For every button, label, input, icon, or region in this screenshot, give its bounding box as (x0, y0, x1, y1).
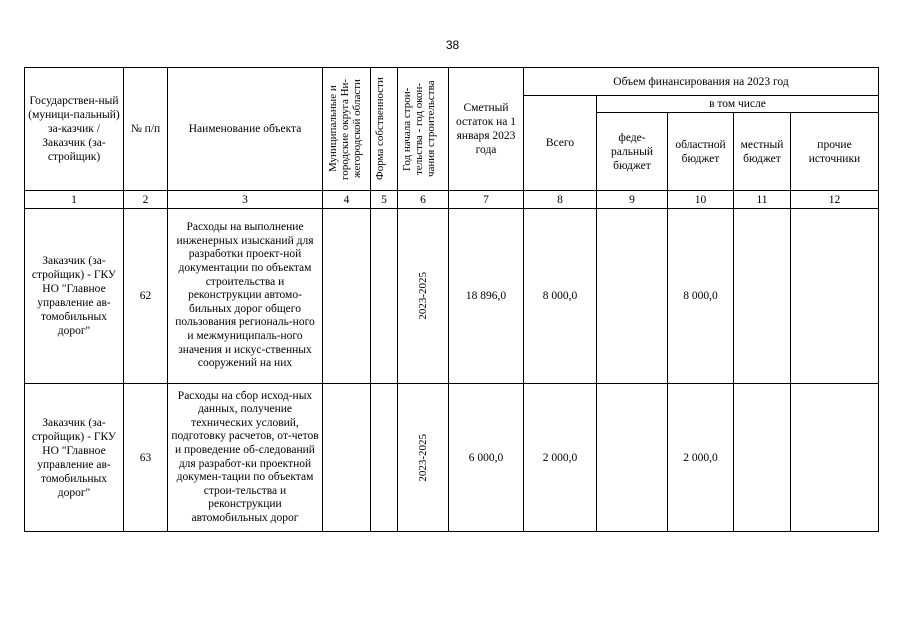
page-number: 38 (445, 38, 460, 52)
header-ownership-form: Форма собственности (371, 68, 398, 191)
column-numbers-row (25, 191, 879, 209)
cell-local (734, 209, 791, 384)
cell-object-name: Расходы на сбор исход-ных данных, получение технических условий, подготовку расчетов, от-четов и проведение об-следований для разработ-ки проектной докумен-тации по объектам строи-тельства и реконструкции автомобильных дорог (168, 384, 323, 532)
cell-balance: 6 000,0 (449, 384, 524, 532)
column-number: 12 (791, 191, 879, 209)
cell-years: 2023-2025 (398, 209, 449, 384)
cell-regional: 8 000,0 (668, 209, 734, 384)
cell-total: 2 000,0 (524, 384, 597, 532)
header-estimated-balance: Сметный остаток на 1 января 2023 года (449, 68, 524, 191)
cell-local (734, 384, 791, 532)
header-other-sources: прочие источники (791, 113, 879, 191)
financing-table (24, 67, 879, 532)
cell-ownership (371, 384, 398, 532)
header-construction-years: Год начала строи-тельства - год окон-чания строительства (398, 68, 449, 191)
column-number: 2 (124, 191, 168, 209)
header-financing-volume: Объем финансирования на 2023 год (524, 68, 879, 96)
cell-municipal (323, 209, 371, 384)
cell-federal (597, 384, 668, 532)
column-number: 10 (668, 191, 734, 209)
column-number: 11 (734, 191, 791, 209)
header-row-no: № п/п (124, 68, 168, 191)
cell-object-name: Расходы на выполнение инженерных изысканий для разработки проект-ной документации по объектам строительства и реконструкции автомо-бильных дорог общего пользования региональ-ного и межмуниципаль-ного значения и искус-ственных сооружений на них (168, 209, 323, 384)
cell-balance: 18 896,0 (449, 209, 524, 384)
header-total: Всего (524, 96, 597, 191)
cell-years: 2023-2025 (398, 384, 449, 532)
table-row (25, 209, 879, 384)
column-number: 3 (168, 191, 323, 209)
column-number: 9 (597, 191, 668, 209)
header-regional-budget: областной бюджет (668, 113, 734, 191)
cell-customer: Заказчик (за-стройщик) - ГКУ НО "Главное управление ав-томобильных дорог" (25, 384, 124, 532)
column-number: 8 (524, 191, 597, 209)
table-row (25, 384, 879, 532)
header-local-budget: местный бюджет (734, 113, 791, 191)
cell-municipal (323, 384, 371, 532)
cell-total: 8 000,0 (524, 209, 597, 384)
cell-no: 63 (124, 384, 168, 532)
cell-regional: 2 000,0 (668, 384, 734, 532)
cell-ownership (371, 209, 398, 384)
column-number: 7 (449, 191, 524, 209)
header-federal-budget: феде-ральный бюджет (597, 113, 668, 191)
cell-customer: Заказчик (за-стройщик) - ГКУ НО "Главное управление ав-томобильных дорог" (25, 209, 124, 384)
column-number: 4 (323, 191, 371, 209)
header-object-name: Наименование объекта (168, 68, 323, 191)
header-municipal-district: Муниципальные и городские округа Ни-жегородской области (323, 68, 371, 191)
cell-other (791, 209, 879, 384)
column-number: 1 (25, 191, 124, 209)
cell-other (791, 384, 879, 532)
header-customer: Государствен-ный (муници-пальный) за-казчик / Заказчик (за-стройщик) (25, 68, 124, 191)
header-including: в том числе (597, 96, 879, 113)
cell-no: 62 (124, 209, 168, 384)
cell-federal (597, 209, 668, 384)
column-number: 5 (371, 191, 398, 209)
column-number: 6 (398, 191, 449, 209)
